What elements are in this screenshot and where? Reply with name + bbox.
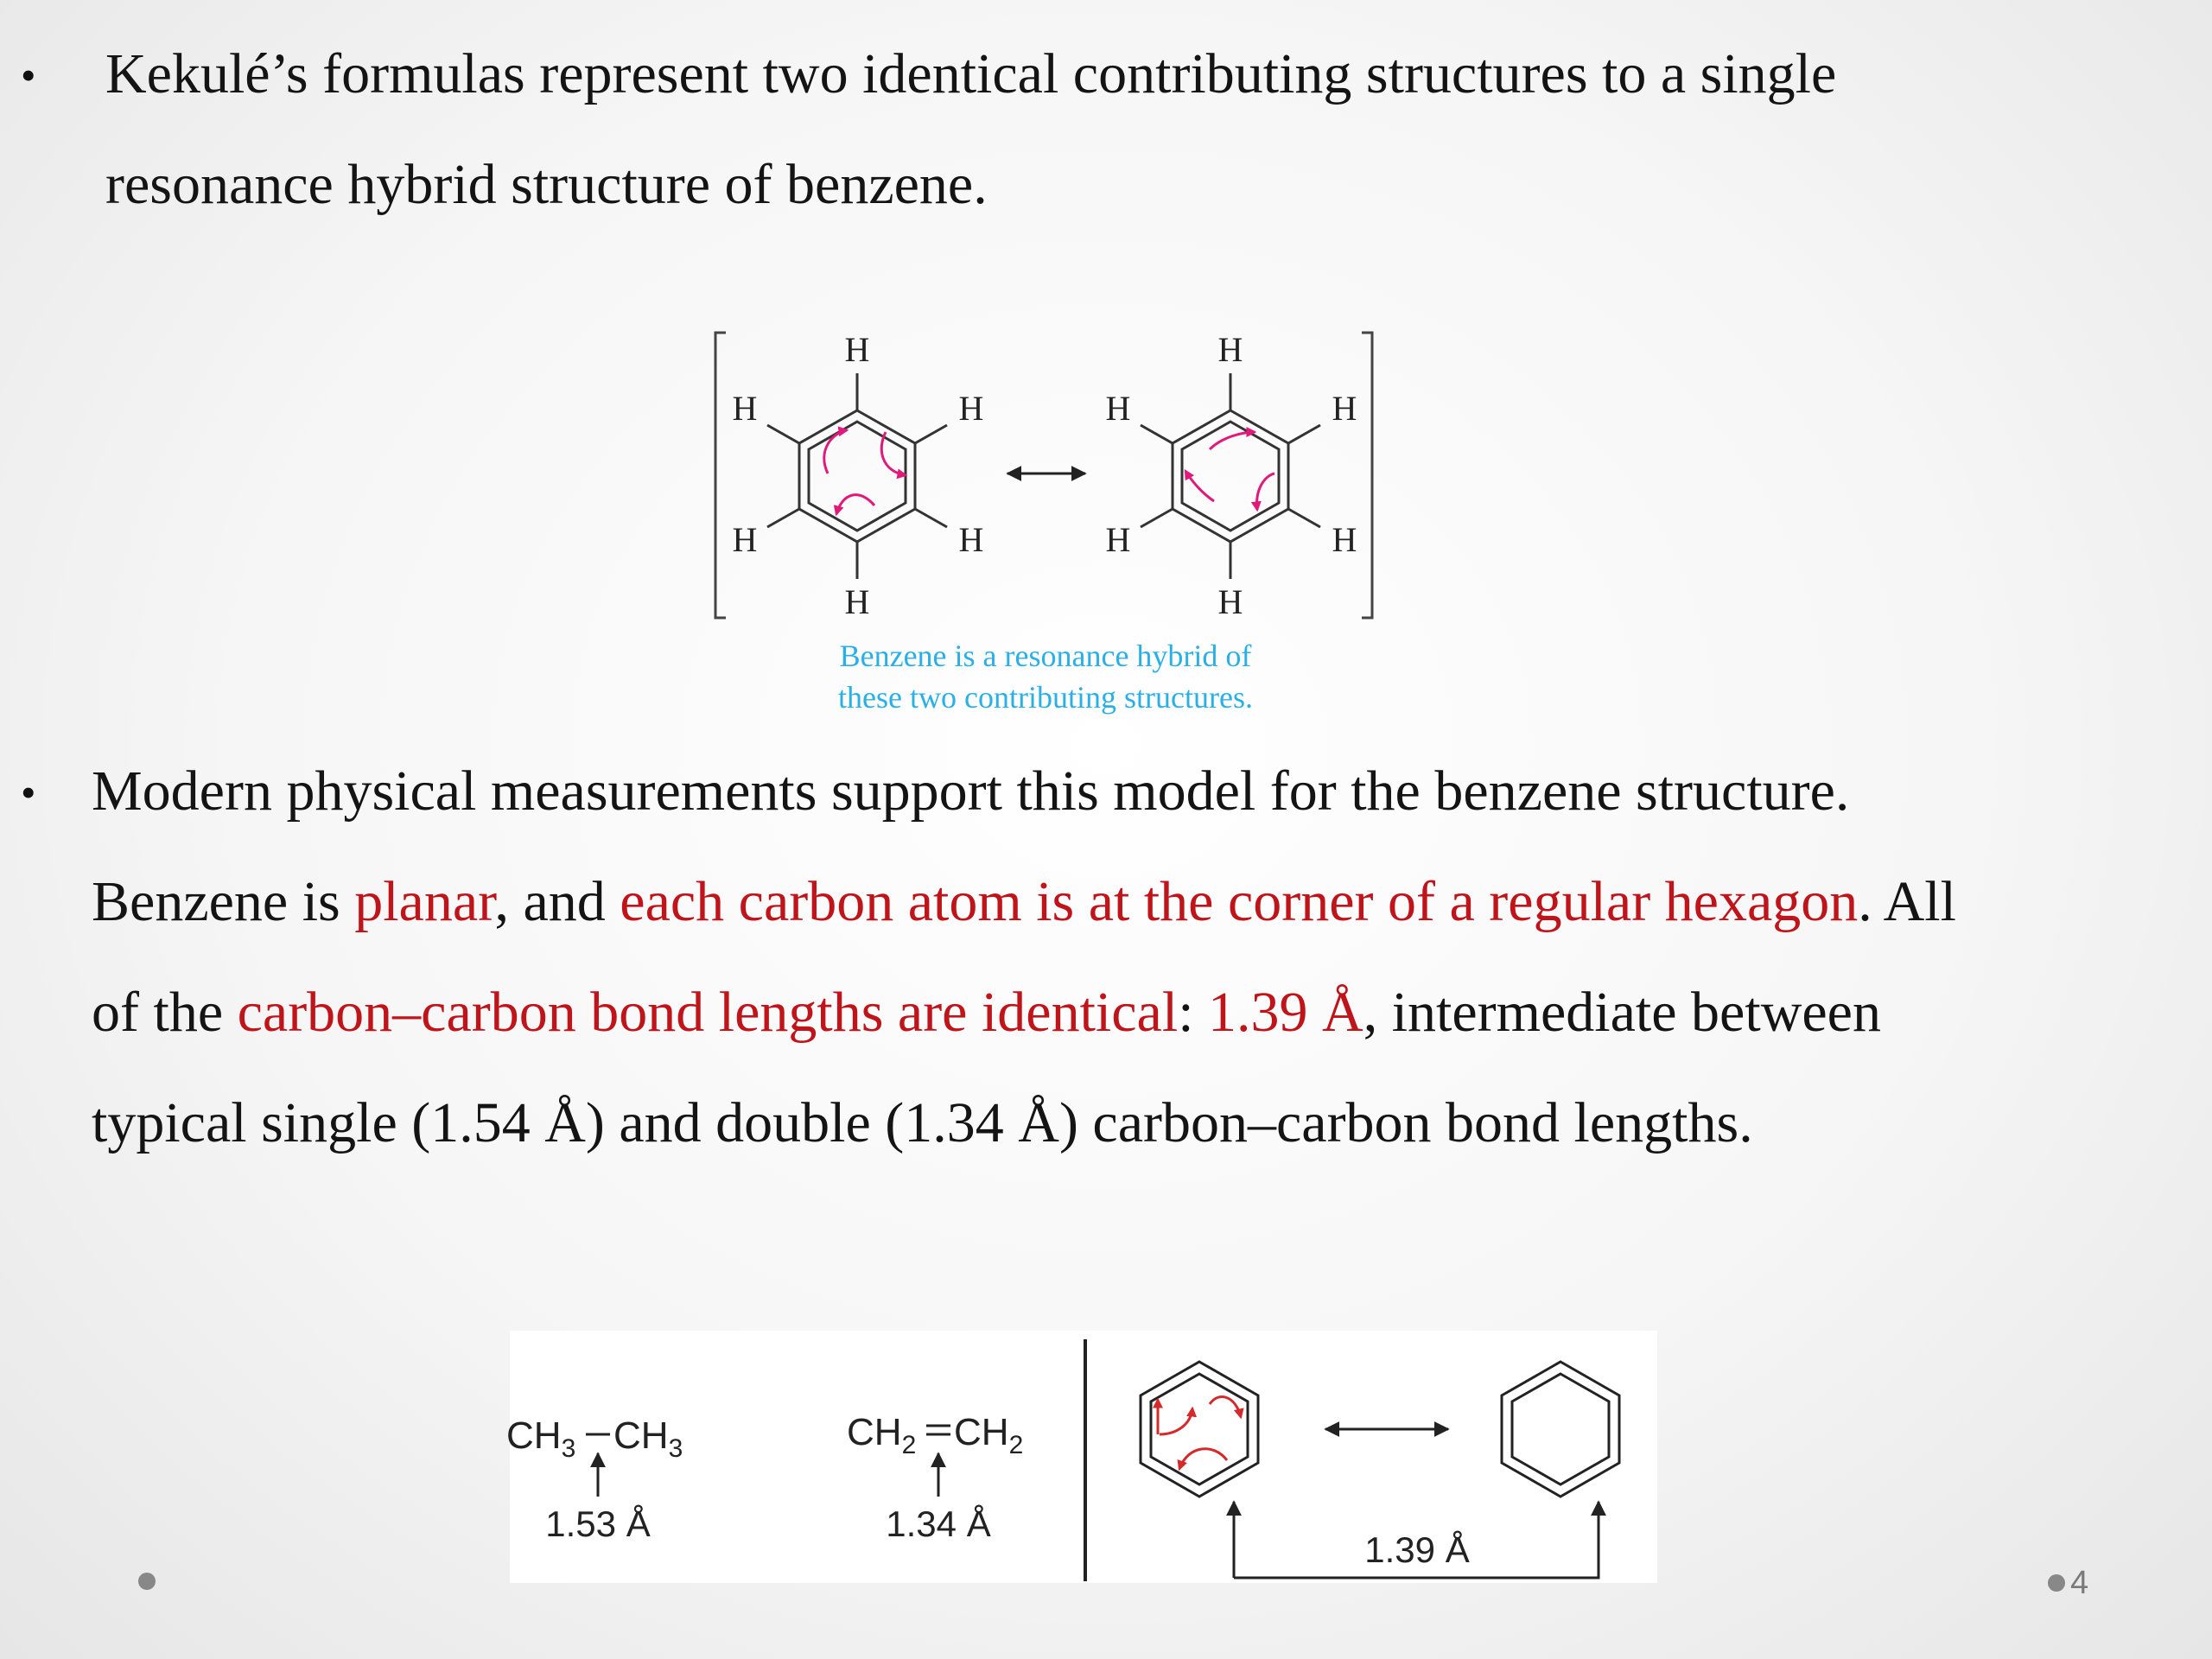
- h-label: H: [844, 582, 870, 621]
- bond-length-value-highlight: 1.39 Å: [1208, 981, 1363, 1044]
- bullet-2-line-4: typical single (1.54 Å) and double (1.34 Å) carbon–carbon bond lengths.: [92, 1091, 1753, 1154]
- bullet-2-line-2: Benzene is planar, and each carbon atom is at the corner of a regular hexagon. All: [92, 870, 1956, 933]
- svg-text:CH2: $CH_2$: [847, 1411, 917, 1459]
- benzene-red-arrows: [1158, 1397, 1241, 1469]
- ethane-bond-length: 1.53 Å: [545, 1503, 651, 1544]
- h-label: H: [1105, 389, 1131, 428]
- bullet-2-line-1: Modern physical measurements support this model for the benzene structure.: [92, 760, 1850, 823]
- footer-dot-right: [2048, 1574, 2065, 1592]
- svg-text:CH3: $CH_3$: [506, 1414, 576, 1463]
- svg-text:CH2: $CH_2$: [954, 1411, 1024, 1459]
- h-label: H: [844, 330, 870, 369]
- caption-line-1: Benzene is a resonance hybrid of: [839, 639, 1252, 673]
- bond-lengths-highlight: carbon–carbon bond lengths are identical: [237, 981, 1179, 1044]
- h-label: H: [1332, 389, 1357, 428]
- ethane-formula: [506, 1414, 683, 1463]
- bullet-2-line-3: of the carbon–carbon bond lengths are identical: 1.39 Å, intermediate between: [92, 981, 1881, 1044]
- h-label: H: [1105, 520, 1131, 559]
- h-label: H: [958, 520, 984, 559]
- footer-dot-left: [138, 1573, 156, 1590]
- ethene-bond-length: 1.34 Å: [886, 1503, 991, 1544]
- benzene-bond-length: 1.39 Å: [1364, 1529, 1470, 1570]
- h-label: H: [1217, 330, 1243, 369]
- h-label: H: [732, 389, 758, 428]
- page-number: 4: [2070, 1565, 2089, 1601]
- h-label: H: [1217, 582, 1243, 621]
- planar-highlight: planar: [354, 870, 495, 933]
- bullet-marker-2: •: [21, 768, 36, 817]
- h-label: H: [1332, 520, 1357, 559]
- benzene-right: [1502, 1362, 1619, 1497]
- bullet-1-line-1: Kekulé’s formulas represent two identical contributing structures to a single: [105, 42, 1837, 105]
- caption-line-2: these two contributing structures.: [838, 680, 1253, 715]
- bullet-1-line-2: resonance hybrid structure of benzene.: [105, 153, 988, 216]
- svg-text:CH3: $CH_3$: [613, 1414, 683, 1463]
- h-label: H: [732, 520, 758, 559]
- bullet-marker-1: •: [21, 51, 36, 99]
- hexagon-highlight: each carbon atom is at the corner of a regular hexagon: [620, 870, 1859, 933]
- h-label: H: [958, 389, 984, 428]
